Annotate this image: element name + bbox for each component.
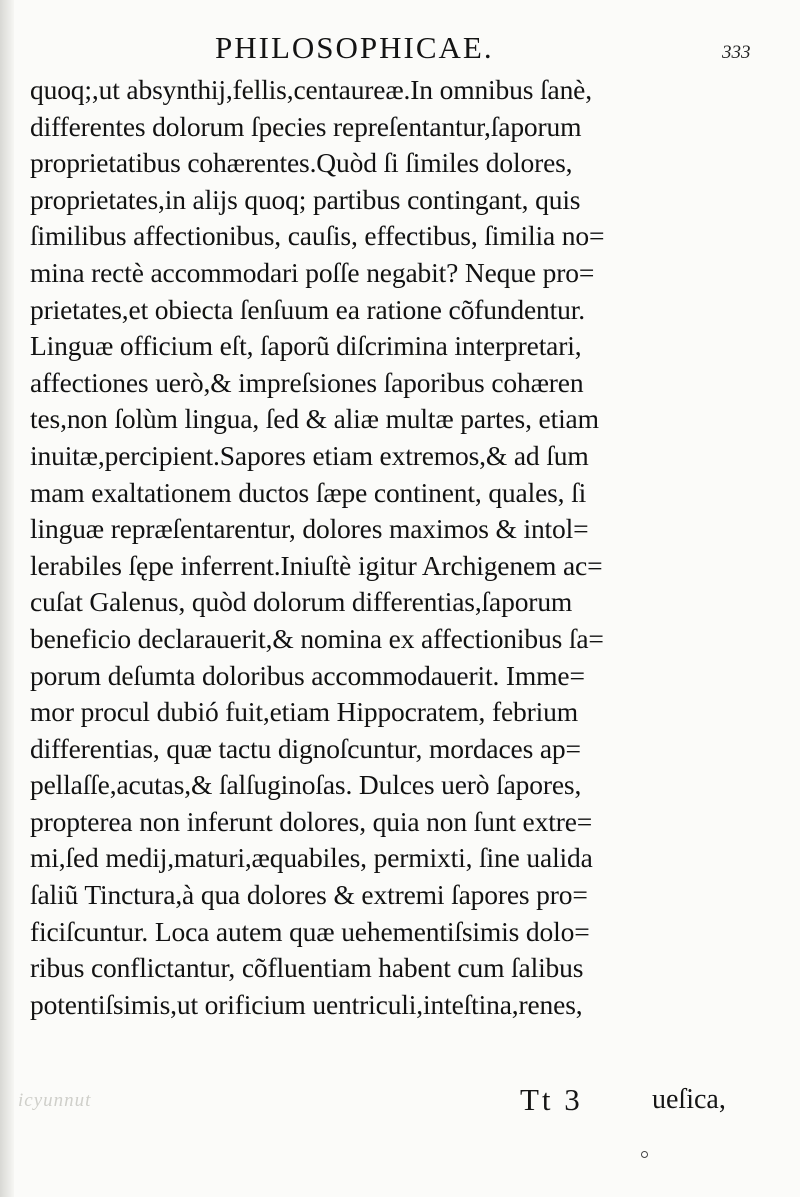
text-line: prietates,et obiecta ſenſuum ea ratione cõfundentur. bbox=[30, 293, 585, 325]
text-line: lerabiles ſępe inferrent.Iniuſtè igitur Archigenem ac= bbox=[30, 549, 603, 581]
signature-mark: Tt 3 bbox=[520, 1082, 583, 1117]
text-line: mi,ſed medij,maturi,æquabiles, permixti, ſine ualida bbox=[30, 842, 593, 874]
text-line: proprietatibus cohærentes.Quòd ſi ſimiles dolores, bbox=[30, 147, 573, 179]
text-line: propterea non inferunt dolores, quia non ſunt extre= bbox=[30, 805, 593, 837]
text-line: ſaliũ Tinctura,à qua dolores & extremi ſapores pro= bbox=[30, 879, 588, 911]
page-footer bbox=[0, 1078, 800, 1128]
ink-speck bbox=[641, 1151, 648, 1158]
text-line: mor procul dubió fuit,etiam Hippocratem, febrium bbox=[30, 696, 578, 728]
bleed-through-text: icyunnut bbox=[18, 1090, 92, 1111]
text-line: mam exaltationem ductos ſæpe continent, quales, ſi bbox=[30, 476, 587, 508]
text-line: ficiſcuntur. Loca autem quæ uehementiſsimis dolo= bbox=[30, 915, 590, 947]
text-line: mina rectè accommodari poſſe negabit? Neque pro= bbox=[30, 256, 595, 288]
text-line: differentes dolorum ſpecies repreſentantur,ſaporum bbox=[30, 110, 582, 142]
text-line: tes,non ſolùm lingua, ſed & aliæ multæ partes, etiam bbox=[30, 403, 599, 435]
text-line: proprietates,in alijs quoq; partibus contingant, quis bbox=[30, 183, 581, 215]
text-line: beneficio declarauerit,& nomina ex affectionibus ſa= bbox=[30, 622, 604, 654]
text-line: ſimilibus affectionibus, cauſis, effectibus, ſimilia no= bbox=[30, 220, 605, 252]
text-line: pellaſſe,acutas,& ſalſuginoſas. Dulces uerò ſapores, bbox=[30, 769, 582, 801]
text-line: affectiones uerò,& impreſsiones ſaporibus cohæren bbox=[30, 366, 584, 398]
text-line: inuitæ,percipient.Sapores etiam extremos,& ad ſum bbox=[30, 439, 589, 471]
page-number: 333 bbox=[722, 42, 751, 63]
text-line: porum deſumta doloribus accommodauerit. Imme= bbox=[30, 659, 585, 691]
text-line: Linguæ officium eſt, ſaporũ diſcrimina interpretari, bbox=[30, 330, 582, 362]
body-text bbox=[30, 72, 770, 1023]
running-title: PHILOSOPHICAE. bbox=[215, 30, 494, 65]
catchword: ueſica, bbox=[652, 1084, 726, 1115]
text-line: cuſat Galenus, quòd dolorum differentias,ſaporum bbox=[30, 586, 573, 618]
page-header bbox=[0, 30, 800, 70]
text-line: quoq;,ut absynthij,fellis,centaureæ.In omnibus ſanè, bbox=[30, 74, 592, 105]
text-line: differentias, quæ tactu dignoſcuntur, mordaces ap= bbox=[30, 732, 581, 764]
text-line: linguæ repræſentarentur, dolores maximos & intol= bbox=[30, 513, 589, 545]
page-edge-shadow bbox=[0, 0, 14, 1197]
text-line: ribus conflictantur, cõfluentiam habent cum ſalibus bbox=[30, 952, 584, 984]
text-line: potentiſsimis,ut orificium uentriculi,inteſtina,renes, bbox=[30, 988, 583, 1020]
